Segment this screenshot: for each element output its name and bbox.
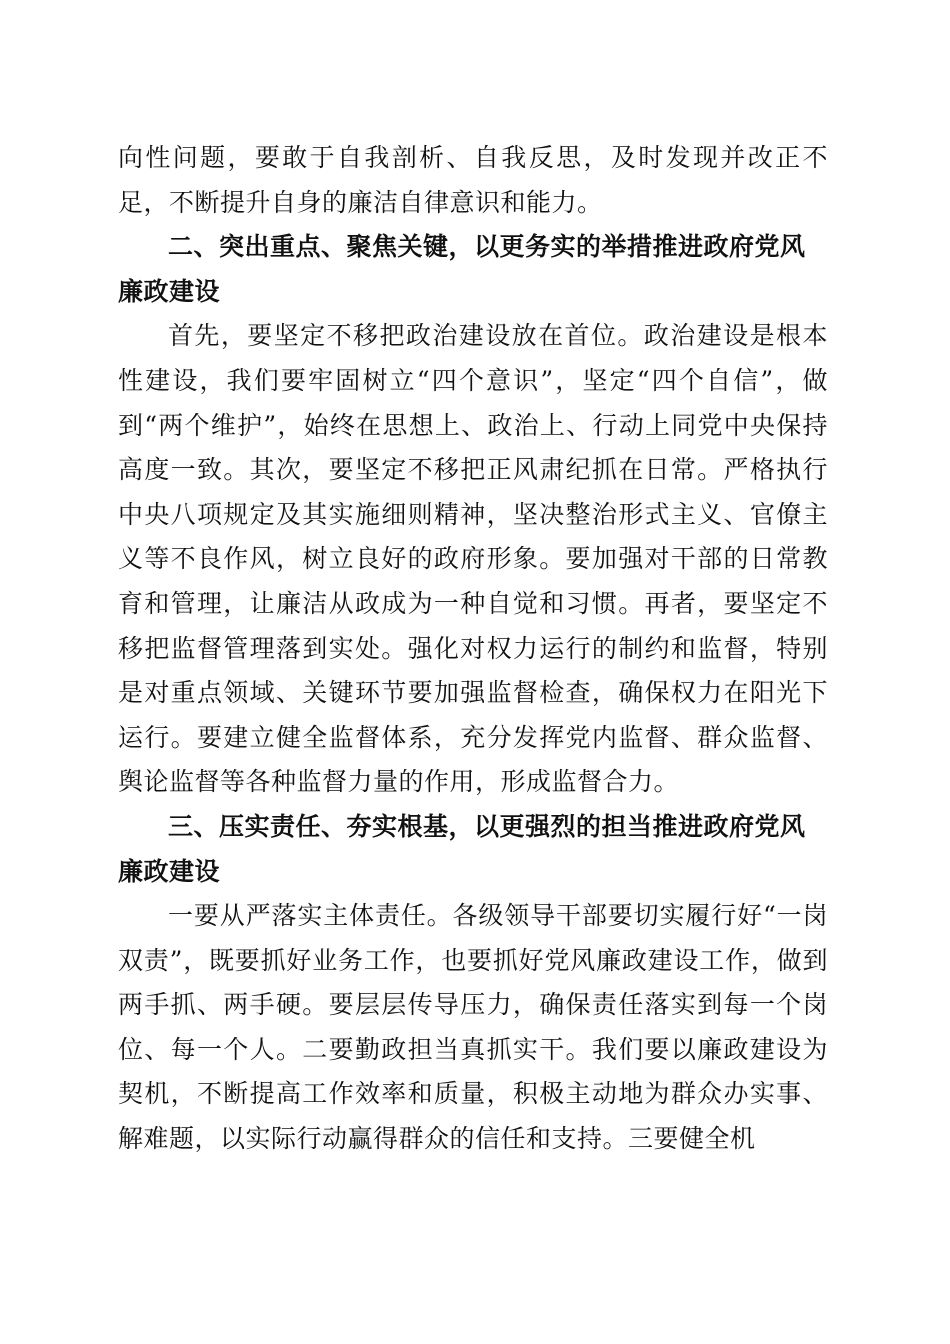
paragraph-section-2: 首先，要坚定不移把政治建设放在首位。政治建设是根本性建设，我们要牢固树立“四个意识”，坚定“四个自信”，做到“两个维护”，始终在思想上、政治上、行动上同党中央保持高度一致。其次，要坚定不移把正风肃纪抓在日常。严格执行中央八项规定及其实施细则精神，坚决整治形式主义、官僚主义等不良作风，树立良好的政府形象。要加强对干部的日常教育和管理，让廉洁从政成为一种自觉和习惯。再者，要坚定不移把监督管理落到实处。强化对权力运行的制约和监督，特别是对重点领域、关键环节要加强监督检查，确保权力在阳光下运行。要建立健全监督体系，充分发挥党内监督、群众监督、舆论监督等各种监督力量的作用，形成监督合力。: [118, 321, 828, 797]
section-heading-3: 三、压实责任、夯实根基，以更强烈的担当推进政府党风廉政建设: [118, 811, 806, 886]
paragraph-continuation: 向性问题，要敢于自我剖析、自我反思，及时发现并改正不足，不断提升自身的廉洁自律意识和能力。: [118, 143, 828, 217]
section-heading-2: 二、突出重点、聚焦关键，以更务实的举措推进政府党风廉政建设: [118, 232, 806, 306]
document-body: [118, 136, 828, 1162]
paragraph-section-3: 一要从严落实主体责任。各级领导干部要切实履行好“一岗双责”，既要抓好业务工作，也要抓好党风廉政建设工作，做到两手抓、两手硬。要层层传导压力，确保责任落实到每一个岗位、每一个人。二要勤政担当真抓实干。我们要以廉政建设为契机，不断提高工作效率和质量，积极主动地为群众办实事、解难题，以实际行动赢得群众的信任和支持。三要健全机: [118, 901, 828, 1154]
